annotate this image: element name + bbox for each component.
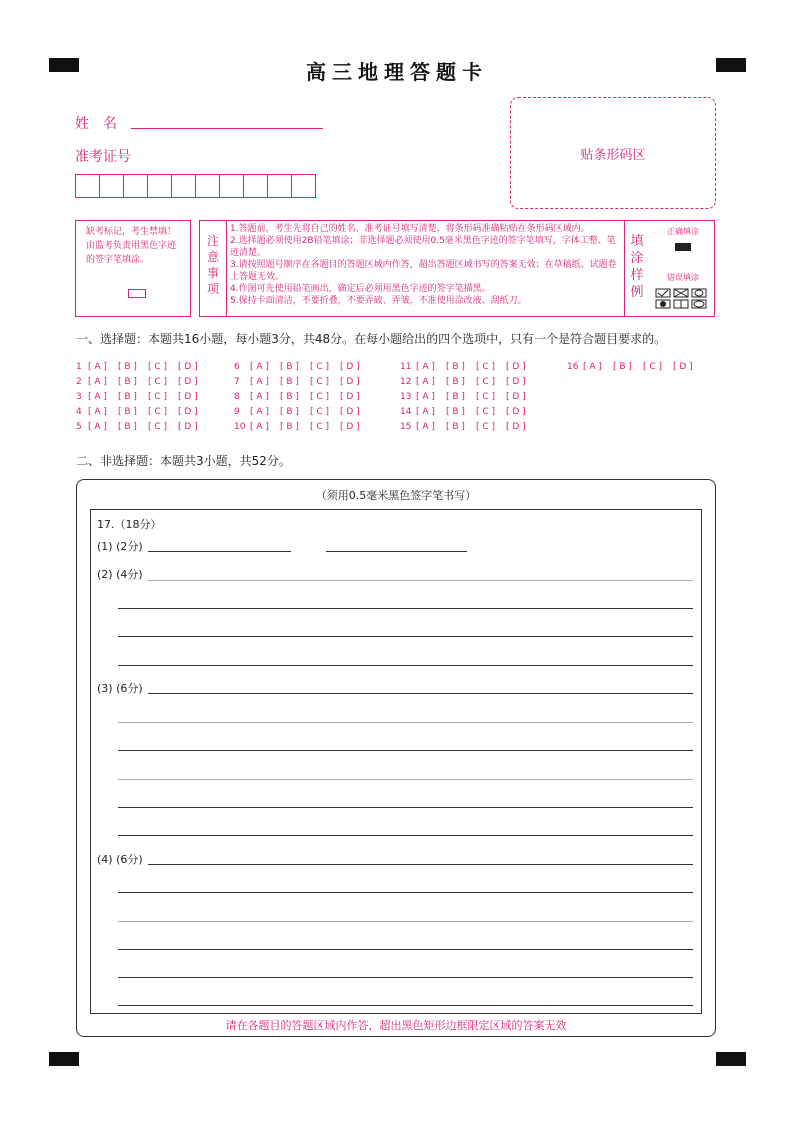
mc-option-d[interactable]: [ D ] bbox=[340, 377, 360, 387]
barcode-area bbox=[510, 97, 716, 209]
mc-option-c[interactable]: [ C ] bbox=[476, 377, 496, 387]
name-field[interactable] bbox=[131, 128, 323, 129]
answer-line[interactable] bbox=[148, 551, 291, 552]
mc-option-a[interactable]: [ A ] bbox=[416, 407, 435, 417]
notice-list bbox=[230, 223, 622, 307]
corner-mark-bottom-right bbox=[716, 1052, 746, 1066]
answer-line[interactable] bbox=[118, 779, 693, 780]
answer-line[interactable] bbox=[118, 665, 693, 666]
mc-option-a[interactable]: [ A ] bbox=[416, 362, 435, 372]
mc-option-a[interactable]: [ A ] bbox=[583, 362, 602, 372]
mc-option-b[interactable]: [ B ] bbox=[118, 377, 137, 387]
answer-line[interactable] bbox=[118, 722, 693, 723]
notice-item: 3.请按照题号顺序在各题目的答题区域内作答，超出答题区域书写的答案无效；在草稿纸、试题卷上答题无效。 bbox=[230, 260, 617, 282]
mc-option-a[interactable]: [ A ] bbox=[250, 377, 269, 387]
exam-id-cell[interactable] bbox=[195, 174, 220, 198]
answer-line[interactable] bbox=[326, 551, 467, 552]
mc-row bbox=[400, 405, 536, 420]
exam-id-cell[interactable] bbox=[123, 174, 148, 198]
notice-item: 2.选择题必须使用2B铅笔填涂；非选择题必须使用0.5毫米黑色字迹的签字笔填写，字体工整、笔迹清楚。 bbox=[230, 236, 616, 258]
nc-section-heading: 二、非选择题：本题共3小题，共52分。 bbox=[76, 454, 291, 468]
mc-option-a[interactable]: [ A ] bbox=[88, 362, 107, 372]
exam-id-cell[interactable] bbox=[291, 174, 316, 198]
mc-option-d[interactable]: [ D ] bbox=[506, 407, 526, 417]
mc-option-d[interactable]: [ D ] bbox=[178, 422, 198, 432]
fill-example-heading-char: 例 bbox=[630, 285, 644, 300]
answer-line[interactable] bbox=[148, 580, 693, 581]
q17-title: 17.（18分） bbox=[97, 518, 162, 531]
mc-question-number: 15 bbox=[400, 422, 412, 432]
answer-line[interactable] bbox=[118, 807, 693, 808]
mc-option-c[interactable]: [ C ] bbox=[476, 422, 496, 432]
mc-question-number: 1 bbox=[76, 362, 82, 372]
mc-option-b[interactable]: [ B ] bbox=[118, 407, 137, 417]
correct-fill-sample bbox=[675, 243, 691, 251]
notice-item: 4.作图可先使用铅笔画出，确定后必须用黑色字迹的签字笔描黑。 bbox=[230, 284, 491, 294]
mc-option-a[interactable]: [ A ] bbox=[88, 407, 107, 417]
mc-section-heading: 一、选择题：本题共16小题，每小题3分，共48分。在每小题给出的四个选项中，只有一个是符合题目要求的。 bbox=[76, 332, 667, 346]
mc-option-c[interactable]: [ C ] bbox=[310, 407, 330, 417]
mc-row bbox=[76, 360, 208, 375]
exam-id-cell[interactable] bbox=[147, 174, 172, 198]
mc-option-c[interactable]: [ C ] bbox=[476, 392, 496, 402]
mc-option-d[interactable]: [ D ] bbox=[178, 362, 198, 372]
answer-line[interactable] bbox=[118, 1005, 693, 1006]
mc-option-d[interactable]: [ D ] bbox=[340, 422, 360, 432]
mc-option-b[interactable]: [ B ] bbox=[280, 392, 299, 402]
mc-question-number: 4 bbox=[76, 407, 82, 417]
mc-option-d[interactable]: [ D ] bbox=[673, 362, 693, 372]
mc-row bbox=[400, 360, 536, 375]
mc-option-b[interactable]: [ B ] bbox=[446, 392, 465, 402]
exam-id-cell[interactable] bbox=[219, 174, 244, 198]
mc-option-c[interactable]: [ C ] bbox=[643, 362, 663, 372]
answer-line[interactable] bbox=[118, 892, 693, 893]
mc-column bbox=[76, 360, 208, 435]
mc-question-number: 16 bbox=[567, 362, 579, 372]
mc-question-number: 5 bbox=[76, 422, 82, 432]
mc-question-number: 3 bbox=[76, 392, 82, 402]
answer-line[interactable] bbox=[118, 949, 693, 950]
mc-column bbox=[400, 360, 536, 435]
mc-option-d[interactable]: [ D ] bbox=[506, 422, 526, 432]
mc-option-c[interactable]: [ C ] bbox=[476, 407, 496, 417]
mc-option-d[interactable]: [ D ] bbox=[178, 392, 198, 402]
notice-item: 5.保持卡面清洁，不要折叠，不要弄破、弄皱，不准使用涂改液、刮纸刀。 bbox=[230, 296, 527, 306]
mc-option-a[interactable]: [ A ] bbox=[250, 362, 269, 372]
mc-row bbox=[76, 420, 208, 435]
mc-question-number: 8 bbox=[234, 392, 240, 402]
mc-option-d[interactable]: [ D ] bbox=[178, 377, 198, 387]
mc-row bbox=[234, 390, 370, 405]
q17-part4-label: (4) (6分) bbox=[97, 853, 143, 866]
mc-option-b[interactable]: [ B ] bbox=[280, 422, 299, 432]
mc-option-d[interactable]: [ D ] bbox=[178, 407, 198, 417]
wrong-fill-samples bbox=[655, 287, 711, 311]
exam-id-cell[interactable] bbox=[99, 174, 124, 198]
mc-option-c[interactable]: [ C ] bbox=[148, 407, 168, 417]
page-title: 高三地理答题卡 bbox=[306, 60, 488, 84]
mc-question-number: 6 bbox=[234, 362, 240, 372]
answer-line[interactable] bbox=[118, 636, 693, 637]
mc-option-b[interactable]: [ B ] bbox=[446, 377, 465, 387]
mc-option-d[interactable]: [ D ] bbox=[340, 392, 360, 402]
mc-option-a[interactable]: [ A ] bbox=[88, 377, 107, 387]
mc-option-a[interactable]: [ A ] bbox=[416, 377, 435, 387]
mc-option-a[interactable]: [ A ] bbox=[88, 392, 107, 402]
mc-option-b[interactable]: [ B ] bbox=[613, 362, 632, 372]
mc-option-d[interactable]: [ D ] bbox=[506, 392, 526, 402]
mc-option-b[interactable]: [ B ] bbox=[118, 422, 137, 432]
mc-question-number: 14 bbox=[400, 407, 412, 417]
mc-option-c[interactable]: [ C ] bbox=[148, 392, 168, 402]
mc-option-c[interactable]: [ C ] bbox=[148, 377, 168, 387]
mc-option-b[interactable]: [ B ] bbox=[118, 392, 137, 402]
mc-option-a[interactable]: [ A ] bbox=[250, 392, 269, 402]
fill-example-heading bbox=[628, 233, 646, 301]
mc-option-d[interactable]: [ D ] bbox=[506, 377, 526, 387]
mc-row bbox=[234, 360, 370, 375]
fill-example-heading-char: 填 bbox=[630, 234, 644, 249]
exam-id-cell[interactable] bbox=[171, 174, 196, 198]
fill-example-heading-char: 样 bbox=[630, 268, 644, 283]
answer-line[interactable] bbox=[118, 835, 693, 836]
mc-question-number: 2 bbox=[76, 377, 82, 387]
mc-option-a[interactable]: [ A ] bbox=[416, 392, 435, 402]
answer-line[interactable] bbox=[118, 977, 693, 978]
absent-mark-box bbox=[75, 220, 191, 317]
mc-option-a[interactable]: [ A ] bbox=[416, 422, 435, 432]
mc-option-c[interactable]: [ C ] bbox=[310, 392, 330, 402]
fill-example-heading-char: 涂 bbox=[630, 251, 644, 266]
mc-row bbox=[567, 360, 703, 375]
exam-id-cell[interactable] bbox=[243, 174, 268, 198]
barcode-label: 贴条形码区 bbox=[580, 147, 646, 163]
notice-heading-char: 注 bbox=[206, 234, 219, 248]
q17-part3-label: (3) (6分) bbox=[97, 682, 143, 695]
mc-option-c[interactable]: [ C ] bbox=[310, 422, 330, 432]
mc-row bbox=[76, 375, 208, 390]
mc-option-b[interactable]: [ B ] bbox=[446, 422, 465, 432]
mc-row bbox=[234, 420, 370, 435]
mc-option-c[interactable]: [ C ] bbox=[310, 377, 330, 387]
mc-row bbox=[234, 405, 370, 420]
mc-option-b[interactable]: [ B ] bbox=[280, 377, 299, 387]
notice-heading-char: 项 bbox=[206, 282, 219, 296]
absent-mark-text: 缺考标记，考生禁填！由监考负责用黑色字迹的签字笔填涂。 bbox=[86, 227, 177, 265]
mc-column bbox=[567, 360, 703, 375]
notice-heading-char: 意 bbox=[206, 250, 219, 264]
mc-row bbox=[234, 375, 370, 390]
mc-option-c[interactable]: [ C ] bbox=[148, 362, 168, 372]
exam-id-cell[interactable] bbox=[267, 174, 292, 198]
exam-id-label: 准考证号 bbox=[75, 149, 131, 165]
absent-mark-checkbox[interactable] bbox=[128, 289, 146, 298]
mc-option-b[interactable]: [ B ] bbox=[446, 362, 465, 372]
mc-question-number: 11 bbox=[400, 362, 412, 372]
mc-question-number: 7 bbox=[234, 377, 240, 387]
answer-line[interactable] bbox=[148, 864, 693, 865]
mc-question-number: 10 bbox=[234, 422, 246, 432]
exam-id-grid[interactable] bbox=[75, 174, 315, 198]
notice-heading bbox=[204, 233, 222, 297]
notice-heading-char: 事 bbox=[206, 266, 219, 280]
mc-option-d[interactable]: [ D ] bbox=[506, 362, 526, 372]
mc-row bbox=[400, 420, 536, 435]
name-label: 姓 名 bbox=[75, 116, 117, 132]
mc-option-b[interactable]: [ B ] bbox=[446, 407, 465, 417]
q17-part1-label: (1) (2分) bbox=[97, 540, 143, 553]
mc-row bbox=[400, 375, 536, 390]
mc-question-number: 9 bbox=[234, 407, 240, 417]
mc-option-a[interactable]: [ A ] bbox=[250, 407, 269, 417]
notice-box bbox=[199, 220, 715, 317]
mc-option-b[interactable]: [ B ] bbox=[280, 407, 299, 417]
wrong-fill-label: 错误填涂 bbox=[667, 273, 699, 282]
answer-line[interactable] bbox=[118, 608, 693, 609]
footer-note: 请在各题目的答题区域内作答，超出黑色矩形边框限定区域的答案无效 bbox=[225, 1019, 567, 1032]
mc-option-c[interactable]: [ C ] bbox=[310, 362, 330, 372]
mc-row bbox=[76, 390, 208, 405]
mc-option-d[interactable]: [ D ] bbox=[340, 362, 360, 372]
mc-option-c[interactable]: [ C ] bbox=[476, 362, 496, 372]
mc-option-a[interactable]: [ A ] bbox=[250, 422, 269, 432]
exam-id-cell[interactable] bbox=[75, 174, 100, 198]
mc-question-number: 13 bbox=[400, 392, 412, 402]
mc-option-d[interactable]: [ D ] bbox=[340, 407, 360, 417]
answer-line[interactable] bbox=[148, 693, 693, 694]
q17-part2-label: (2) (4分) bbox=[97, 568, 143, 581]
corner-mark-bottom-left bbox=[49, 1052, 79, 1066]
mc-question-number: 12 bbox=[400, 377, 412, 387]
correct-fill-label: 正确填涂 bbox=[667, 227, 699, 236]
notice-item: 1.答题前，考生先将自己的姓名、准考证号填写清楚，将条形码准确粘贴在条形码区域内。 bbox=[230, 224, 590, 234]
mc-option-b[interactable]: [ B ] bbox=[280, 362, 299, 372]
answer-line[interactable] bbox=[118, 750, 693, 751]
answer-area-q17 bbox=[90, 509, 702, 1014]
mc-option-c[interactable]: [ C ] bbox=[148, 422, 168, 432]
mc-option-b[interactable]: [ B ] bbox=[118, 362, 137, 372]
mc-option-a[interactable]: [ A ] bbox=[88, 422, 107, 432]
mc-column bbox=[234, 360, 370, 435]
mc-row bbox=[400, 390, 536, 405]
answer-line[interactable] bbox=[118, 921, 693, 922]
mc-row bbox=[76, 405, 208, 420]
pen-note: （须用0.5毫米黑色签字笔书写） bbox=[315, 489, 477, 502]
